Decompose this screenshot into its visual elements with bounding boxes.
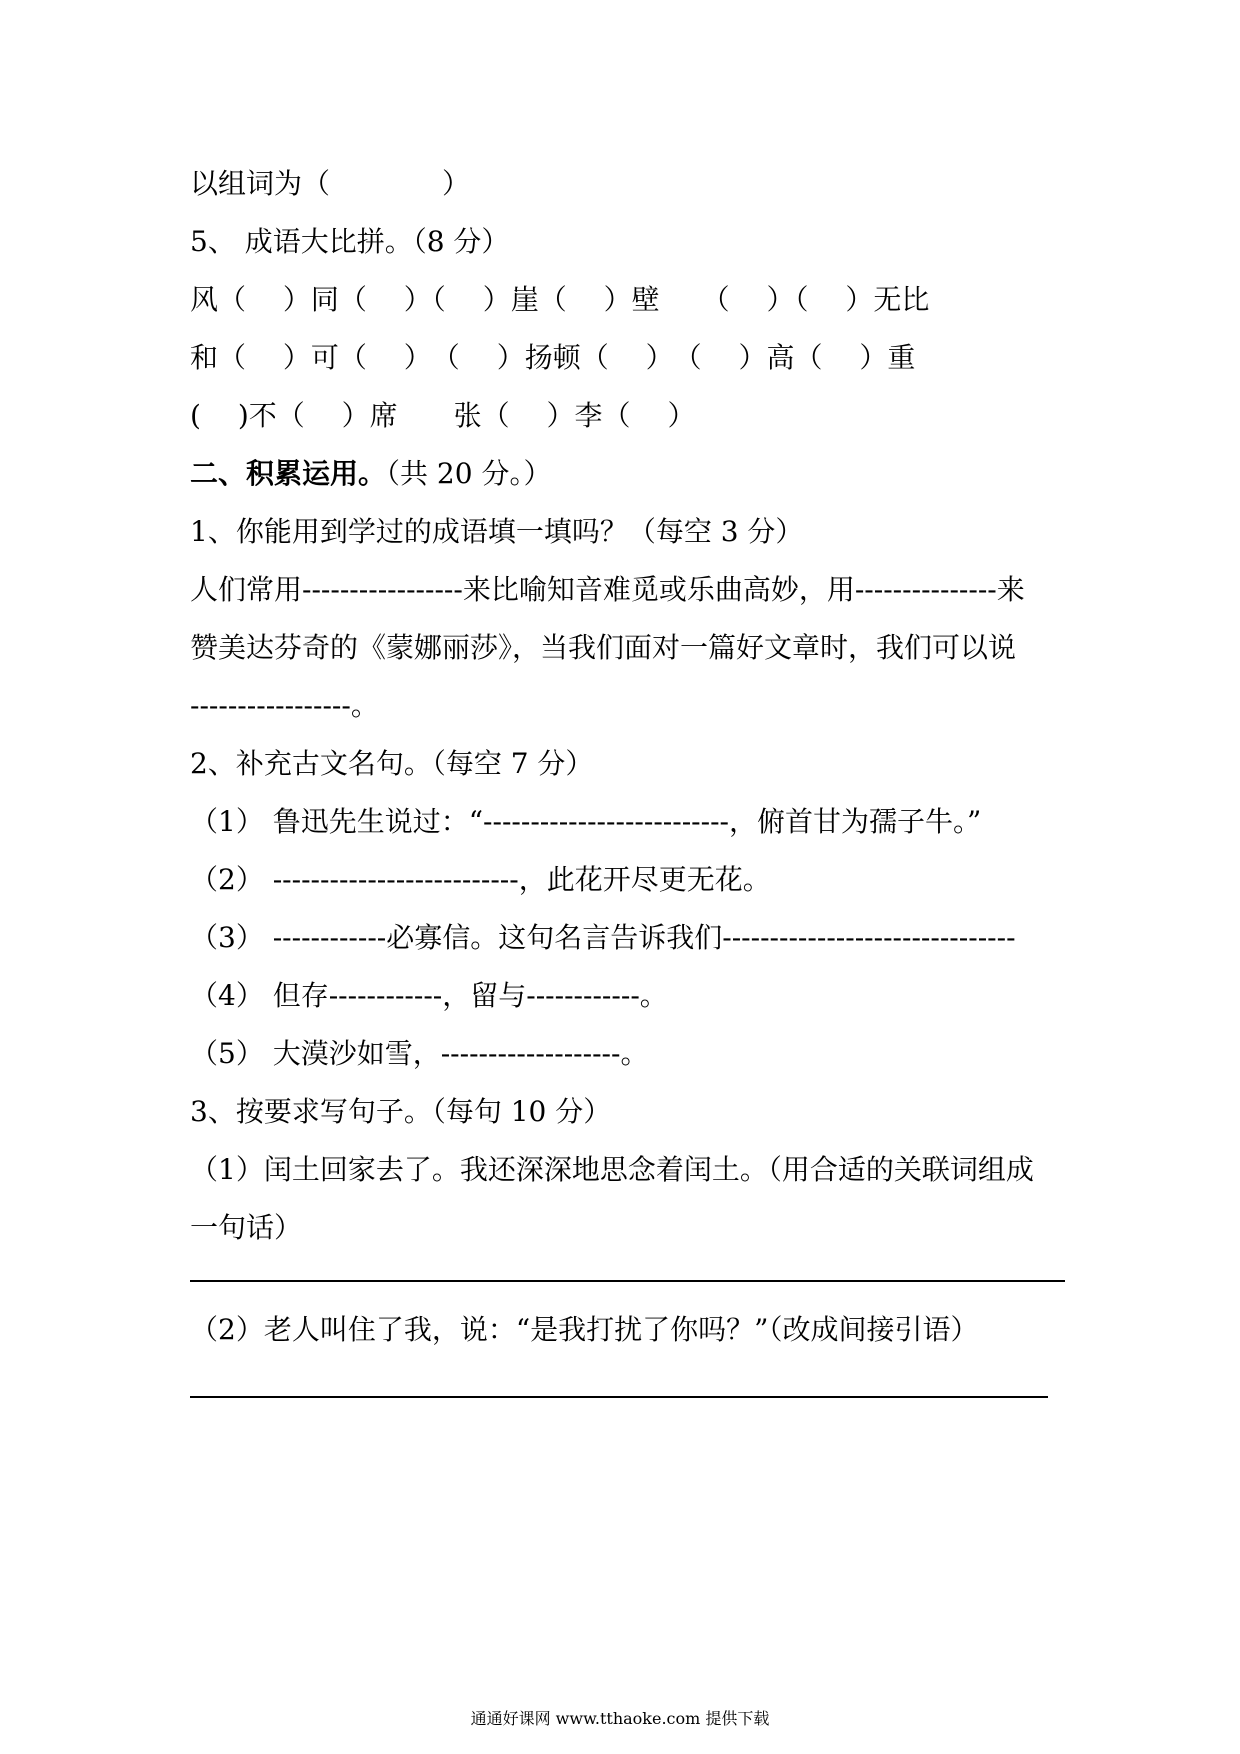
question-3-title: 3、按要求写句子。（每句 10 分） <box>190 1095 612 1128</box>
text-line: 以组词为（ ） <box>190 167 471 200</box>
page-footer: 通通好课网 www.tthaoke.com 提供下载 <box>470 1709 770 1728</box>
text-line: 人们常用-----------------来比喻知音难觅或乐曲高妙，用---------------来 <box>190 573 1025 606</box>
section-2-title: 二、积累运用。 <box>190 457 387 490</box>
sentence-task-2: （2）老人叫住了我，说：“是我打扰了你吗？”（改成间接引语） <box>190 1313 979 1346</box>
idiom-row-2: 和（ ）可（ ） （ ）扬顿（ ） （ ）高（ ）重 <box>190 341 916 374</box>
idiom-row-3: ( )不（ ）席 张（ ）李（ ） <box>190 399 696 432</box>
text-line: 一句话） <box>190 1211 303 1244</box>
quote-item-5: （5） 大漠沙如雪，-------------------。 <box>190 1037 649 1070</box>
quote-item-2: （2） --------------------------，此花开尽更无花。 <box>190 863 771 896</box>
text-line: -----------------。 <box>190 689 379 722</box>
question-1-title: 1、你能用到学过的成语填一填吗？（每空 3 分） <box>190 515 804 548</box>
text-line: 赞美达芬奇的《蒙娜丽莎》，当我们面对一篇好文章时，我们可以说 <box>190 631 1017 664</box>
question-2-title: 2、补充古文名句。（每空 7 分） <box>190 747 594 780</box>
quote-item-3: （3） ------------必寡信。这句名言告诉我们------------------------------- <box>190 921 1016 954</box>
section-2-score: （共 20 分。） <box>386 457 552 490</box>
quote-item-4: （4） 但存------------，留与------------。 <box>190 979 668 1012</box>
idiom-row-1: 风（ ）同（ ）（ ）崖（ ）壁 （ ）（ ）无比 <box>190 283 930 316</box>
sentence-task-1: （1）闰土回家去了。我还深深地思念着闰土。（用合适的关联词组成 <box>190 1153 1034 1186</box>
quote-item-1: （1） 鲁迅先生说过：“--------------------------，俯首甘为孺子牛。” <box>190 805 982 838</box>
answer-line-1 <box>190 1280 1065 1282</box>
question-5-title: 5、 成语大比拼。（8 分） <box>190 225 510 258</box>
answer-line-2 <box>190 1396 1048 1398</box>
section-2-heading <box>190 454 1060 494</box>
